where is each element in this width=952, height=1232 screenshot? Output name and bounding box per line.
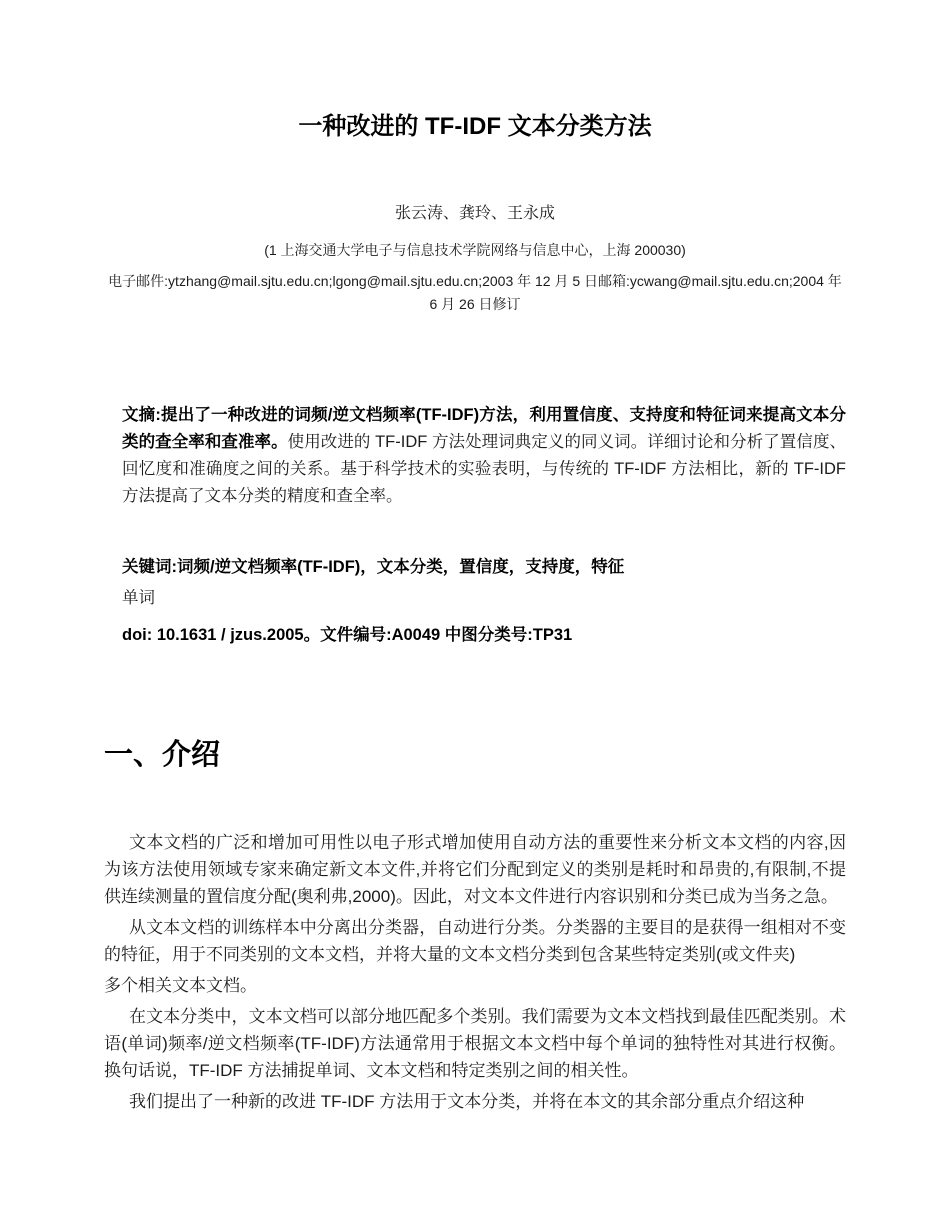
affiliation-line: (1 上海交通大学电子与信息技术学院网络与信息中心，上海 200030) bbox=[264, 242, 686, 258]
contact-line: 电子邮件:ytzhang@mail.sjtu.edu.cn;lgong@mail.sjtu.edu.cn;2003 年 12 月 5 日邮箱:ycwang@mail.sjtu.edu.cn;2004 年 6 月 26 日修订 bbox=[108, 273, 842, 312]
intro-paragraph-3: 多个相关文本文档。 bbox=[104, 976, 257, 995]
abstract-lead-bold: 文摘:提出了一种改进的词频/逆文档频率(TF-IDF)方法，利用置信度、支持度和特征词来提高文本分类的查全率和查准率。 bbox=[122, 406, 846, 451]
introduction-body bbox=[104, 829, 846, 1115]
intro-paragraph-4: 在文本分类中，文本文档可以部分地匹配多个类别。我们需要为文本文档找到最佳匹配类别。术语(单词)频率/逆文档频率(TF-IDF)方法通常用于根据文本文档中每个单词的独特性对其进行权衡。换句话说，TF-IDF 方法捕捉单词、文本文档和特定类别之间的相关性。 bbox=[104, 1007, 846, 1080]
keywords-tail-line: 单词 bbox=[122, 589, 155, 607]
intro-paragraph-2: 从文本文档的训练样本中分离出分类器，自动进行分类。分类器的主要目的是获得一组相对不变的特征，用于不同类别的文本文档，并将大量的文本文档分类到包含某些特定类别(或文件夹) bbox=[104, 918, 846, 964]
abstract-body-text: 使用改进的 TF-IDF 方法处理词典定义的同义词。详细讨论和分析了置信度、回忆度和准确度之间的关系。基于科学技术的实验表明，与传统的 TF-IDF 方法相比，新的 TF-IDF 方法提高了文本分类的精度和查全率。 bbox=[122, 433, 847, 505]
abstract-paragraph bbox=[104, 402, 846, 510]
author-line: 张云涛、龚玲、王永成 bbox=[394, 205, 555, 222]
intro-paragraph-5: 我们提出了一种新的改进 TF-IDF 方法用于文本分类，并将在本文的其余部分重点介绍这种 bbox=[129, 1092, 805, 1111]
section-heading-introduction: 一、介绍 bbox=[104, 739, 221, 771]
intro-paragraph-1: 文本文档的广泛和增加可用性以电子形式增加使用自动方法的重要性来分析文本文档的内容,因为该方法使用领域专家来确定新文本文件,并将它们分配到定义的类别是耗时和昂贵的,有限制,不提供连续测量的置信度分配(奥利弗,2000)。因此，对文本文件进行内容识别和分类已成为当务之急。 bbox=[104, 833, 846, 906]
paper-title: 一种改进的 TF-IDF 文本分类方法 bbox=[298, 113, 652, 140]
doi-line: doi: 10.1631 / jzus.2005。文件编号:A0049 中图分类号:TP31 bbox=[122, 626, 573, 644]
keywords-line: 关键词:词频/逆文档频率(TF-IDF)，文本分类，置信度，支持度，特征 bbox=[122, 558, 625, 576]
